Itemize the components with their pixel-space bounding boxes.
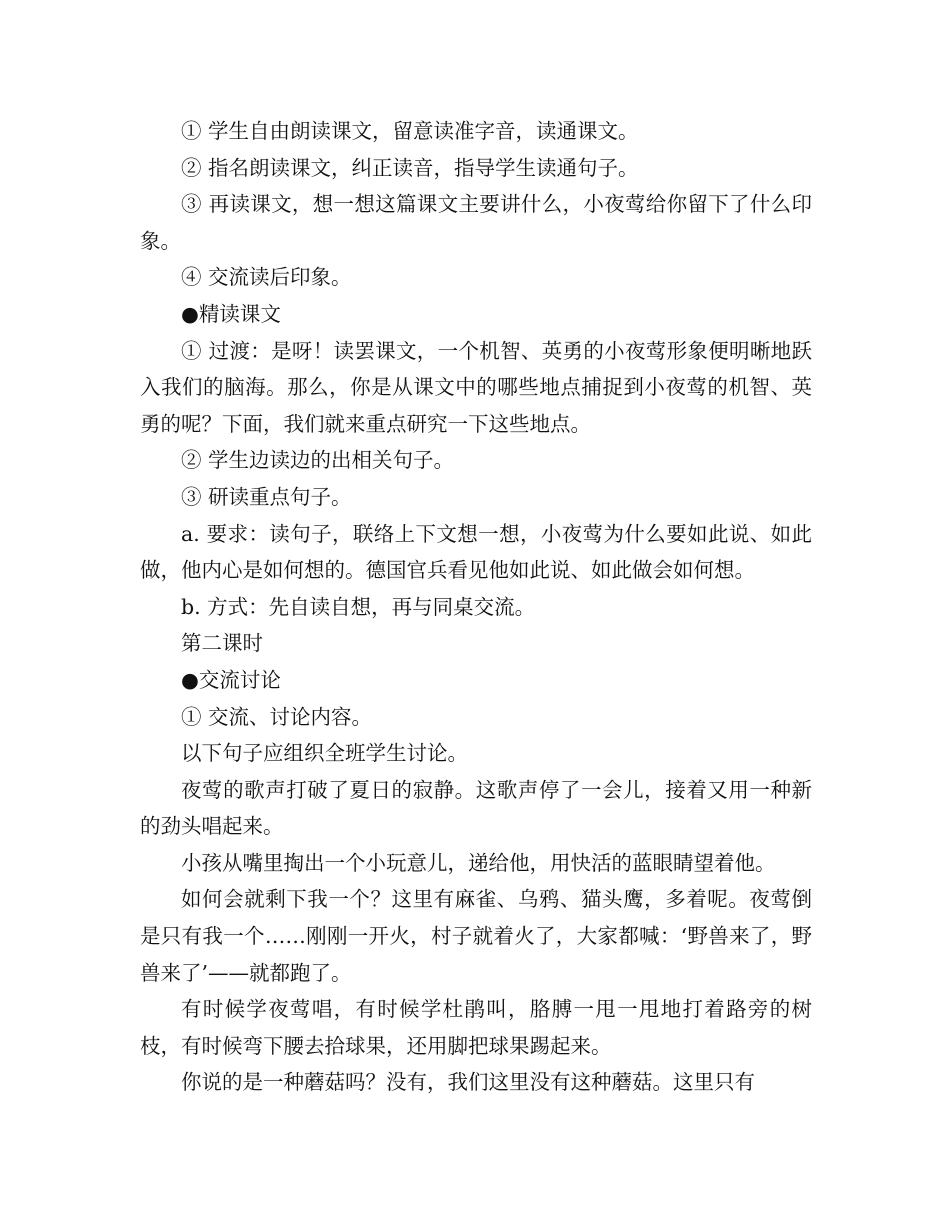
- document-body: [140, 113, 812, 1101]
- quote-imitating-birds: 有时候学夜莺唱，有时候学杜鹃叫，胳膊一甩一甩地打着路旁的树枝，有时候弯下腰去拾球果，还用脚把球果踢起来。: [140, 997, 812, 1058]
- quote-mushroom: 你说的是一种蘑菇吗？没有，我们这里没有这种蘑菇。这里只有: [181, 1070, 755, 1095]
- paragraph-discussion-intro: 以下句子应组织全班学生讨论。: [181, 741, 468, 766]
- paragraph-method: b. 方式：先自读自想，再与同桌交流。: [181, 594, 536, 619]
- quote-only-me: 如何会就剩下我一个？这里有麻雀、乌鸦、猫头鹰，多着呢。夜莺倒是只有我一个……刚刚一开火，村子就着火了，大家都喊：‘野兽来了，野兽来了’——就都跑了。: [140, 887, 812, 985]
- paragraph-requirement: a. 要求：读句子，联络上下文想一想，小夜莺为什么要如此说、如此做，他内心是如何想的。德国官兵看见他如此说、如此做会如何想。: [140, 521, 812, 583]
- paragraph-step-3: ③ 再读课文，想一想这篇课文主要讲什么，小夜莺给你留下了什么印象。: [140, 192, 812, 253]
- quote-nightingale-song: 夜莺的歌声打破了夏日的寂静。这歌声停了一会儿，接着又用一种新的劲头唱起来。: [140, 777, 812, 839]
- paragraph-discussion-content: ① 交流、讨论内容。: [181, 704, 373, 729]
- section-heading-second-lesson: 第二课时: [181, 631, 263, 656]
- section-heading-discussion: ●交流讨论: [181, 667, 281, 692]
- paragraph-step-4: ④ 交流读后印象。: [181, 265, 352, 290]
- paragraph-find-sentences: ② 学生边读边的出相关句子。: [181, 448, 455, 473]
- paragraph-step-2: ② 指名朗读课文，纠正读音，指导学生读通句子。: [181, 155, 639, 180]
- section-heading-close-reading: ●精读课文: [181, 301, 281, 326]
- quote-toy: 小孩从嘴里掏出一个小玩意儿，递给他，用快活的蓝眼睛望着他。: [181, 850, 776, 875]
- paragraph-transition: ① 过渡：是呀！读罢课文，一个机智、英勇的小夜莺形象便明晰地跃入我们的脑海。那么，你是从课文中的哪些地点捕捉到小夜莺的机智、英勇的呢？下面，我们就来重点研究一下这些地点。: [140, 338, 812, 436]
- paragraph-step-1: ① 学生自由朗读课文，留意读准字音，读通课文。: [181, 119, 639, 143]
- paragraph-study-sentences: ③ 研读重点句子。: [181, 484, 352, 509]
